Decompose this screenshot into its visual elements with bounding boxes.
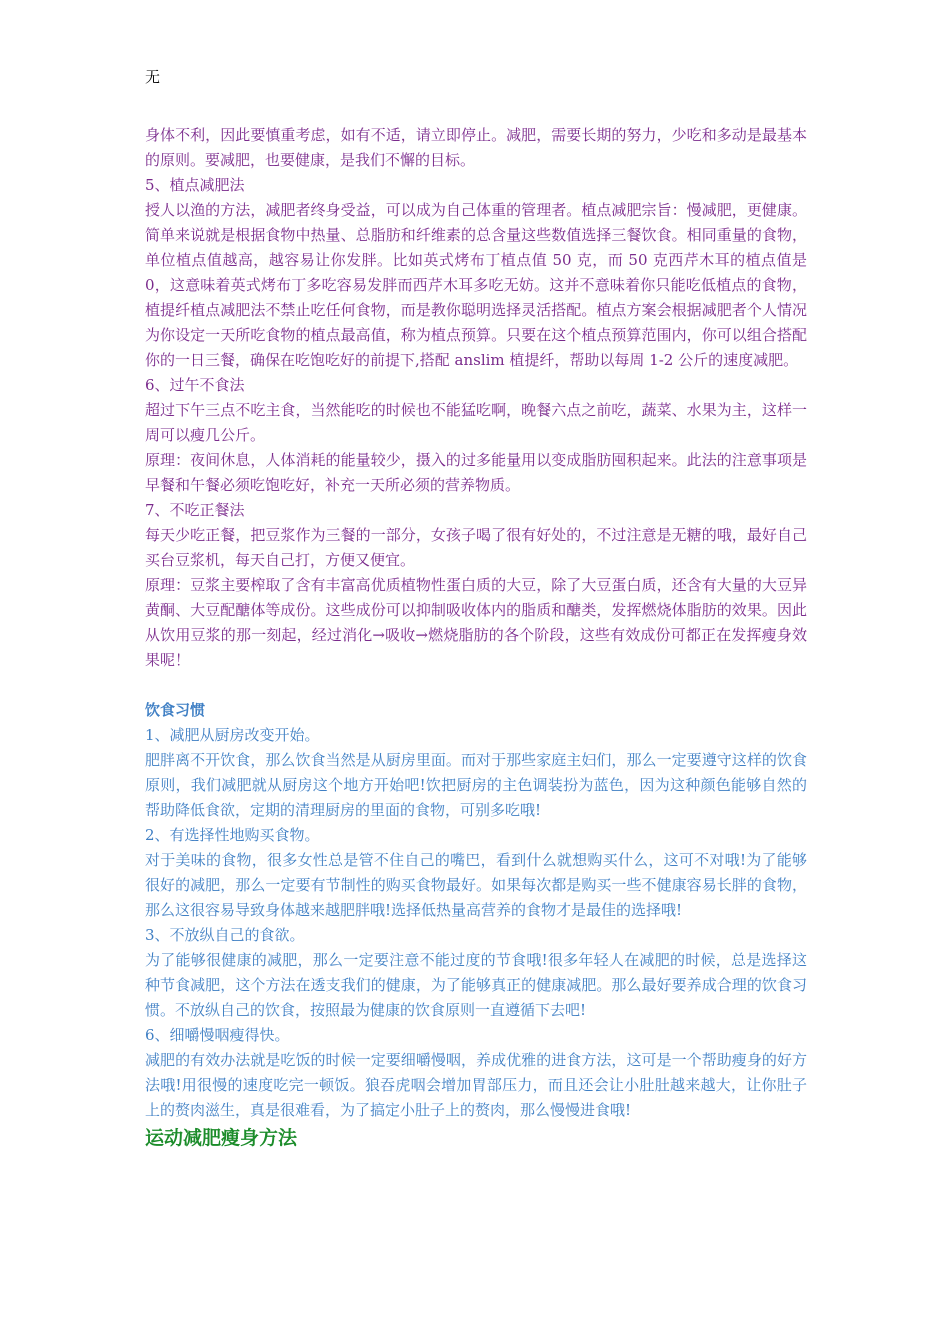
paragraph: 原理：豆浆主要榨取了含有丰富高优质植物性蛋白质的大豆，除了大豆蛋白质，还含有大量的大豆异黄酮、大豆配醣体等成份。这些成份可以抑制吸收体内的脂质和醣类，发挥燃烧体脂肪的效果。因此从饮用豆浆的那一刻起，经过消化→吸收→燃烧脂肪的各个阶段，这些有效成份可都正在发挥瘦身效果呢！	[145, 576, 807, 669]
section-heading-exercise: 运动减肥瘦身方法	[145, 1127, 298, 1149]
list-heading-5: 5、植点减肥法	[145, 176, 245, 194]
paragraph: 减肥的有效办法就是吃饭的时候一定要细嚼慢咽，养成优雅的进食方法，这可是一个帮助瘦身的好方法哦!用很慢的速度吃完一顿饭。狼吞虎咽会增加胃部压力，而且还会让小肚肚越来越大，让你肚子上的赘肉滋生，真是很难看，为了搞定小肚子上的赘肉，那么慢慢进食哦!	[145, 1051, 807, 1119]
paragraph: 超过下午三点不吃主食，当然能吃的时候也不能猛吃啊，晚餐六点之前吃，蔬菜、水果为主，这样一周可以瘦几公斤。	[145, 401, 807, 444]
list-heading-6b: 6、细嚼慢咽瘦得快。	[145, 1026, 290, 1044]
paragraph: 每天少吃正餐，把豆浆作为三餐的一部分，女孩子喝了很有好处的，不过注意是无糖的哦，最好自己买台豆浆机，每天自己打，方便又便宜。	[145, 526, 807, 569]
page-header: 无	[145, 68, 161, 86]
paragraph: 为了能够很健康的减肥，那么一定要注意不能过度的节食哦!很多年轻人在减肥的时候，总是选择这种节食减肥，这个方法在透支我们的健康，为了能够真正的健康减肥。那么最好要养成合理的饮食习惯。不放纵自己的饮食，按照最为健康的饮食原则一直遵循下去吧!	[145, 951, 807, 1019]
list-heading-1: 1、减肥从厨房改变开始。	[145, 726, 320, 744]
document-body	[145, 123, 807, 1153]
paragraph: 授人以渔的方法，减肥者终身受益，可以成为自己体重的管理者。植点减肥宗旨：慢减肥，更健康。简单来说就是根据食物中热量、总脂肪和纤维素的总含量这些数值选择三餐饮食。相同重量的食物，单位植点值越高，越容易让你发胖。比如英式烤布丁植点值 50 克，而 50 克西芹木耳的植点值是 0，这意味着英式烤布丁多吃容易发胖而西芹木耳多吃无妨。这并不意味着你只能吃低植点的食物，植提纤植点减肥法不禁止吃任何食物，而是教你聪明选择灵活搭配。植点方案会根据减肥者个人情况为你设定一天所吃食物的植点最高值，称为植点预算。只要在这个植点预算范围内，你可以组合搭配你的一日三餐，确保在吃饱吃好的前提下,搭配 anslim 植提纤，帮助以每周 1-2 公斤的速度减肥。	[145, 201, 807, 369]
list-heading-3: 3、不放纵自己的食欲。	[145, 926, 305, 944]
paragraph: 肥胖离不开饮食，那么饮食当然是从厨房里面。而对于那些家庭主妇们，那么一定要遵守这样的饮食原则，我们减肥就从厨房这个地方开始吧!饮把厨房的主色调装扮为蓝色，因为这种颜色能够自然的帮助降低食欲，定期的清理厨房的里面的食物，可别多吃哦!	[145, 751, 807, 819]
section-heading: 饮食习惯	[145, 701, 206, 719]
paragraph: 身体不利，因此要慎重考虑，如有不适，请立即停止。减肥，需要长期的努力，少吃和多动是最基本的原则。要减肥，也要健康，是我们不懈的目标。	[145, 126, 807, 169]
section-eating-habits	[145, 698, 807, 1123]
paragraph: 原理：夜间休息，人体消耗的能量较少，摄入的过多能量用以变成脂肪囤积起来。此法的注意事项是早餐和午餐必须吃饱吃好，补充一天所必须的营养物质。	[145, 451, 807, 494]
list-heading-6: 6、过午不食法	[145, 376, 245, 394]
list-heading-2: 2、有选择性地购买食物。	[145, 826, 320, 844]
spacer	[145, 673, 807, 698]
list-heading-7: 7、不吃正餐法	[145, 501, 245, 519]
paragraph: 对于美味的食物，很多女性总是管不住自己的嘴巴，看到什么就想购买什么，这可不对哦!为了能够很好的减肥，那么一定要有节制性的购买食物最好。如果每次都是购买一些不健康容易长胖的食物，那么这很容易导致身体越来越肥胖哦!选择低热量高营养的食物才是最佳的选择哦!	[145, 851, 807, 919]
section-diet-methods	[145, 123, 807, 673]
